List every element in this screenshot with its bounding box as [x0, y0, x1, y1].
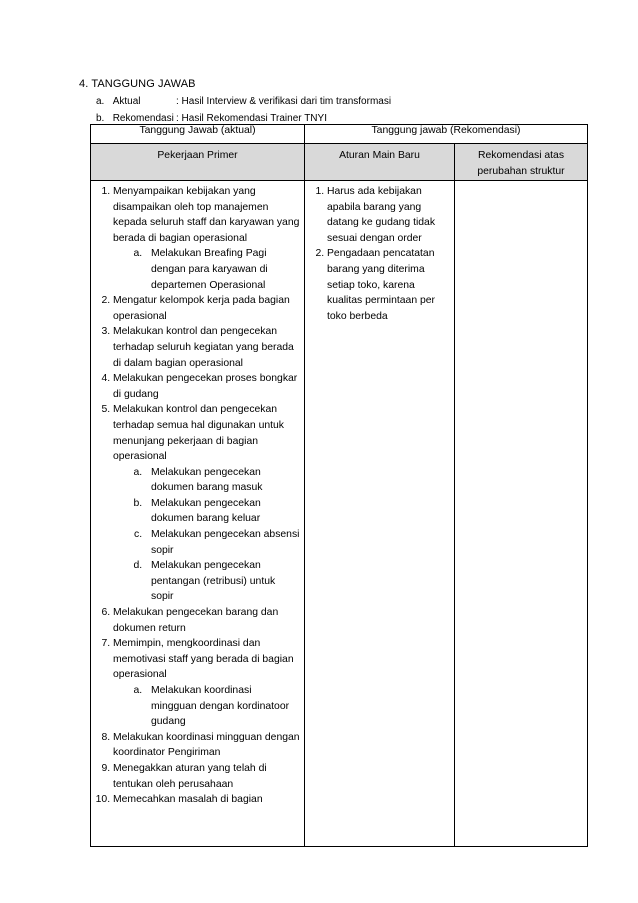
- list-item: 1. Menyampaikan kebijakan yang disampaikan oleh top manajemen kepada seluruh staff dan karyawan yang berada di bagian operasional a. Melakukan Breafing Pagi dengan para karyawan di departemen Operasional: [113, 184, 300, 293]
- meta-row-actual: [96, 96, 391, 107]
- list-item: 6. Melakukan pengecekan barang dan dokumen return: [113, 605, 300, 636]
- sub-list: [113, 465, 300, 605]
- section-title: 4. TANGGUNG JAWAB: [79, 78, 196, 90]
- list-item: 4. Melakukan pengecekan proses bongkar di gudang: [113, 371, 300, 402]
- list-item: 9. Menegakkan aturan yang telah di tentukan oleh perusahaan: [113, 761, 300, 792]
- rules-list: [305, 181, 454, 324]
- structure-cell: [455, 181, 588, 847]
- sub-list-item: a. Melakukan Breafing Pagi dengan para karyawan di departemen Operasional: [145, 246, 300, 293]
- meta-key-label: a. Aktual: [96, 96, 141, 107]
- sub-list-item: a. Melakukan koordinasi mingguan dengan kordinatoor gudang: [145, 683, 300, 730]
- table-body-row: [91, 181, 588, 847]
- meta-value: : Hasil Rekomendasi Trainer TNYI: [176, 113, 327, 124]
- sub-list-item: b. Melakukan pengecekan dokumen barang keluar: [145, 496, 300, 527]
- sub-list-item: c. Melakukan pengecekan absensi sopir: [145, 527, 300, 558]
- primary-cell: [91, 181, 305, 847]
- list-item: 8. Melakukan koordinasi mingguan dengan koordinator Pengiriman: [113, 730, 300, 761]
- list-item: 5. Melakukan kontrol dan pengecekan terhadap semua hal digunakan untuk menunjang pekerjaan di bagian operasional a. Melakukan pengecekan dokumen barang masuk b. Melakukan pengecekan dokumen barang keluar c. Melakukan pengecekan absensi sopir d. Melakukan pengecekan pentangan (retribusi) untuk sopir: [113, 402, 300, 605]
- header-recommended: Tanggung jawab (Rekomendasi): [305, 125, 588, 144]
- sub-list: [113, 683, 300, 730]
- list-item: 10. Memecahkan masalah di bagian: [113, 792, 300, 808]
- sub-list-item: d. Melakukan pengecekan pentangan (retribusi) untuk sopir: [145, 558, 300, 605]
- meta-value: : Hasil Interview & verifikasi dari tim transformasi: [176, 96, 392, 107]
- sub-list-item: a. Melakukan pengecekan dokumen barang masuk: [145, 465, 300, 496]
- list-item: 3. Melakukan kontrol dan pengecekan terhadap seluruh kegiatan yang berada di dalam bagian operasional: [113, 324, 300, 371]
- list-item: 2. Mengatur kelompok kerja pada bagian operasional: [113, 293, 300, 324]
- header-actual: Tanggung Jawab (aktual): [91, 125, 305, 144]
- responsibility-table: [90, 124, 588, 847]
- sub-list: [113, 246, 300, 293]
- subheader-structure: Rekomendasi atas perubahan struktur: [455, 144, 588, 181]
- list-item: 7. Memimpin, mengkoordinasi dan memotivasi staff yang berada di bagian operasional a. Melakukan koordinasi mingguan dengan kordinatoor gudang: [113, 636, 300, 730]
- primary-list: [91, 181, 304, 808]
- list-item: 1. Harus ada kebijakan apabila barang yang datang ke gudang tidak sesuai dengan order: [327, 184, 450, 246]
- subheader-rules: Aturan Main Baru: [305, 144, 455, 181]
- meta-key-label: b. Rekomendasi: [96, 113, 174, 124]
- meta-row-recommendation: [96, 113, 327, 124]
- subheader-primary: Pekerjaan Primer: [91, 144, 305, 181]
- rules-cell: [305, 181, 455, 847]
- list-item: 2. Pengadaan pencatatan barang yang diterima setiap toko, karena kualitas permintaan per toko berbeda: [327, 246, 450, 324]
- table-subheader-row: [91, 144, 588, 181]
- table-header-row: [91, 125, 588, 144]
